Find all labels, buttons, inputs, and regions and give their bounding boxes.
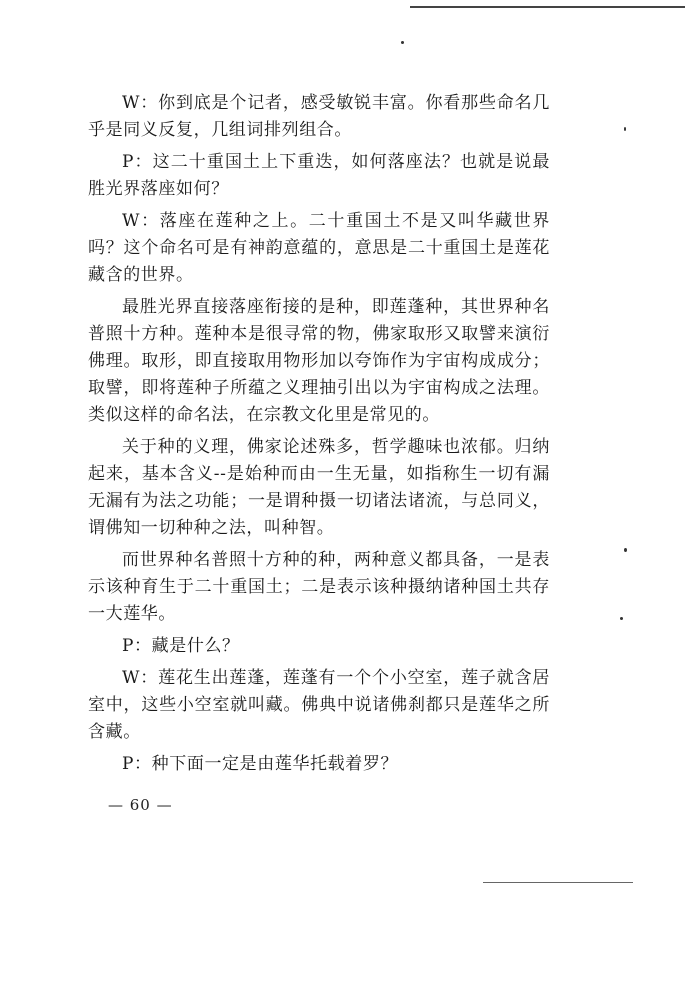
paragraph-8: W：莲花生出莲蓬，莲蓬有一个个小空室，莲子就含居室中，这些小空室就叫藏。佛典中说诸佛刹都只是莲华之所含藏。 — [88, 668, 550, 742]
scan-speck — [401, 41, 404, 44]
paragraph-3: W：落座在莲种之上。二十重国土不是又叫华藏世界吗？这个命名可是有神韵意蕴的，意思是二十重国土是莲花藏含的世界。 — [88, 211, 550, 285]
bottom-edge-rule — [483, 882, 633, 883]
body-text — [88, 90, 550, 783]
paragraph-7: P：藏是什么？ — [122, 636, 240, 656]
top-edge-rule — [410, 6, 685, 8]
paragraph-6: 而世界种名普照十方种的种，两种意义都具备，一是表示该种育生于二十重国土；二是表示该种摄纳诸种国土共存一大莲华。 — [88, 550, 550, 624]
paragraph-2: P：这二十重国土上下重迭，如何落座法？也就是说最胜光界落座如何？ — [88, 152, 550, 199]
scan-speck — [620, 617, 623, 620]
paragraph-9: P：种下面一定是由莲华托载着罗？ — [122, 754, 399, 774]
paragraph-1: W：你到底是个记者，感受敏锐丰富。你看那些命名几乎是同义反复，几组词排列组合。 — [88, 93, 550, 140]
paragraph-5: 关于种的义理，佛家论述殊多，哲学趣味也浓郁。归纳起来，基本含义--是始种而由一生无量，如指称生一切有漏无漏有为法之功能；一是谓种摄一切诸法诸流，与总同义，谓佛知一切种种之法，叫种智。 — [88, 437, 550, 538]
paragraph-4: 最胜光界直接落座衔接的是种，即莲蓬种，其世界种名普照十方种。莲种本是很寻常的物，佛家取形又取譬来演衍佛理。取形，即直接取用物形加以夸饰作为宇宙构成成分；取譬，即将莲种子所蕴之义理抽引出以为宇宙构成之法理。类似这样的命名法，在宗教文化里是常见的。 — [88, 297, 550, 425]
scan-speck — [624, 548, 627, 552]
scan-speck — [624, 127, 626, 131]
page-number: — 60 — — [108, 796, 173, 814]
